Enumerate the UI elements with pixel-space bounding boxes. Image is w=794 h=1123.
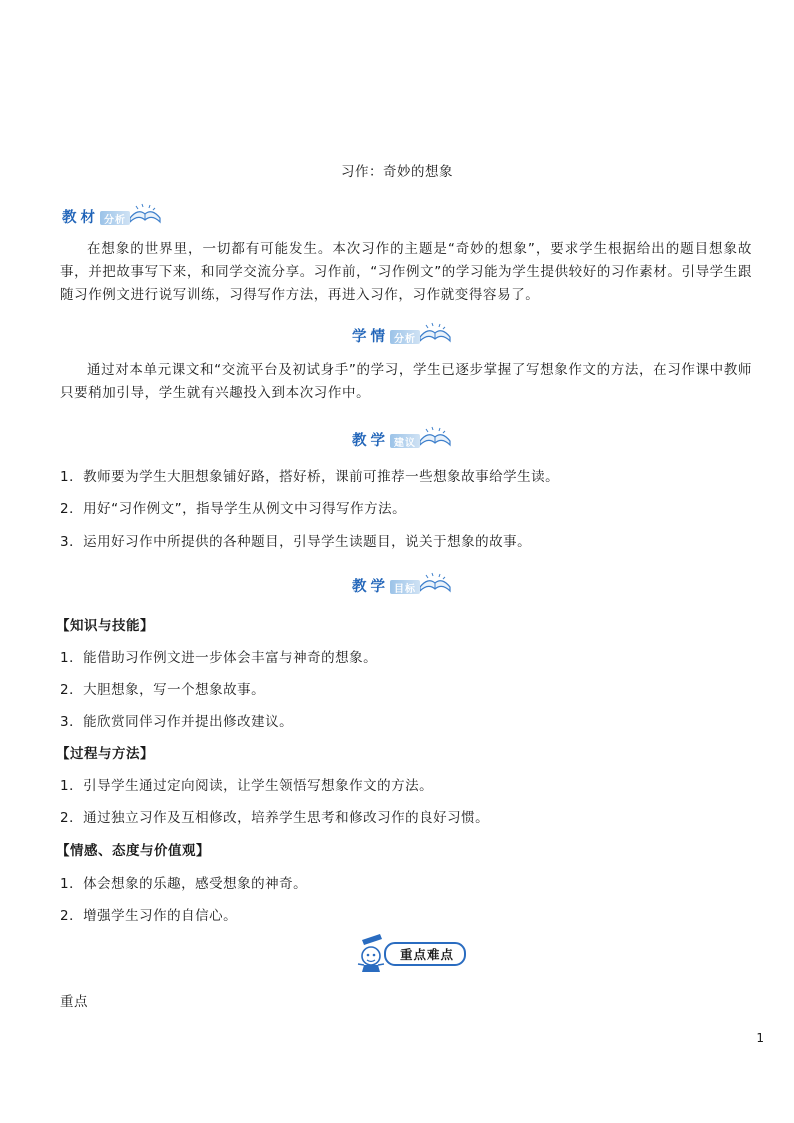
section-badge-goals [352,572,452,598]
keypoints-label: 重点难点 [384,942,466,966]
suggestion-item: 1．教师要为学生大胆想象铺好路，搭好桥，课前可推荐一些想象故事给学生读。 [60,469,560,485]
badge-tag: 建议 [390,434,420,448]
badge-main-text: 教学 [352,578,389,595]
badge-main-text: 学情 [352,328,389,345]
page-number: 1 [756,1031,764,1045]
material-analysis-paragraph: 在想象的世界里，一切都有可能发生。本次习作的主题是“奇妙的想象”，要求学生根据给出的题目想象故事，并把故事写下来，和同学交流分享。习作前，“习作例文”的学习能为学生提供较好的习作素材。引导学生跟随习作例文进行说写训练，习得写作方法，再进入习作，习作就变得容易了。 [60,241,752,303]
section-badge-keypoints [356,934,466,974]
open-book-icon [128,202,162,226]
open-book-icon [418,425,452,449]
goals-emotion-heading: 【情感、态度与价值观】 [56,843,210,859]
goal-item: 2．增强学生习作的自信心。 [60,908,238,924]
goals-process-heading: 【过程与方法】 [56,746,154,762]
page-title: 习作：奇妙的想象 [341,164,453,180]
section-badge-suggestion [352,426,452,452]
section-badge-students [352,322,452,348]
suggestion-item: 3．运用好习作中所提供的各种题目，引导学生读题目，说关于想象的故事。 [60,534,532,550]
goal-item: 1．能借助习作例文进一步体会丰富与神奇的想象。 [60,650,378,666]
open-book-icon [418,321,452,345]
badge-tag: 分析 [100,211,130,225]
keypoints-sub-heading: 重点 [60,994,88,1010]
goal-item: 1．体会想象的乐趣，感受想象的神奇。 [60,876,308,892]
goal-item: 3．能欣赏同伴习作并提出修改建议。 [60,714,294,730]
section-badge-material [62,203,162,229]
badge-tag: 分析 [390,330,420,344]
goal-item: 2．通过独立习作及互相修改，培养学生思考和修改习作的良好习惯。 [60,810,490,826]
goal-item: 1．引导学生通过定向阅读，让学生领悟写想象作文的方法。 [60,778,434,794]
badge-tag: 目标 [390,580,420,594]
suggestion-item: 2．用好“习作例文”，指导学生从例文中习得写作方法。 [60,501,407,517]
student-analysis-paragraph: 通过对本单元课文和“交流平台及初试身手”的学习，学生已逐步掌握了写想象作文的方法，在习作课中教师只要稍加引导，学生就有兴趣投入到本次习作中。 [60,362,752,401]
open-book-icon [418,571,452,595]
goal-item: 2．大胆想象，写一个想象故事。 [60,682,266,698]
badge-main-text: 教学 [352,432,389,449]
badge-main-text: 教材 [62,209,99,226]
goals-knowledge-heading: 【知识与技能】 [56,618,154,634]
